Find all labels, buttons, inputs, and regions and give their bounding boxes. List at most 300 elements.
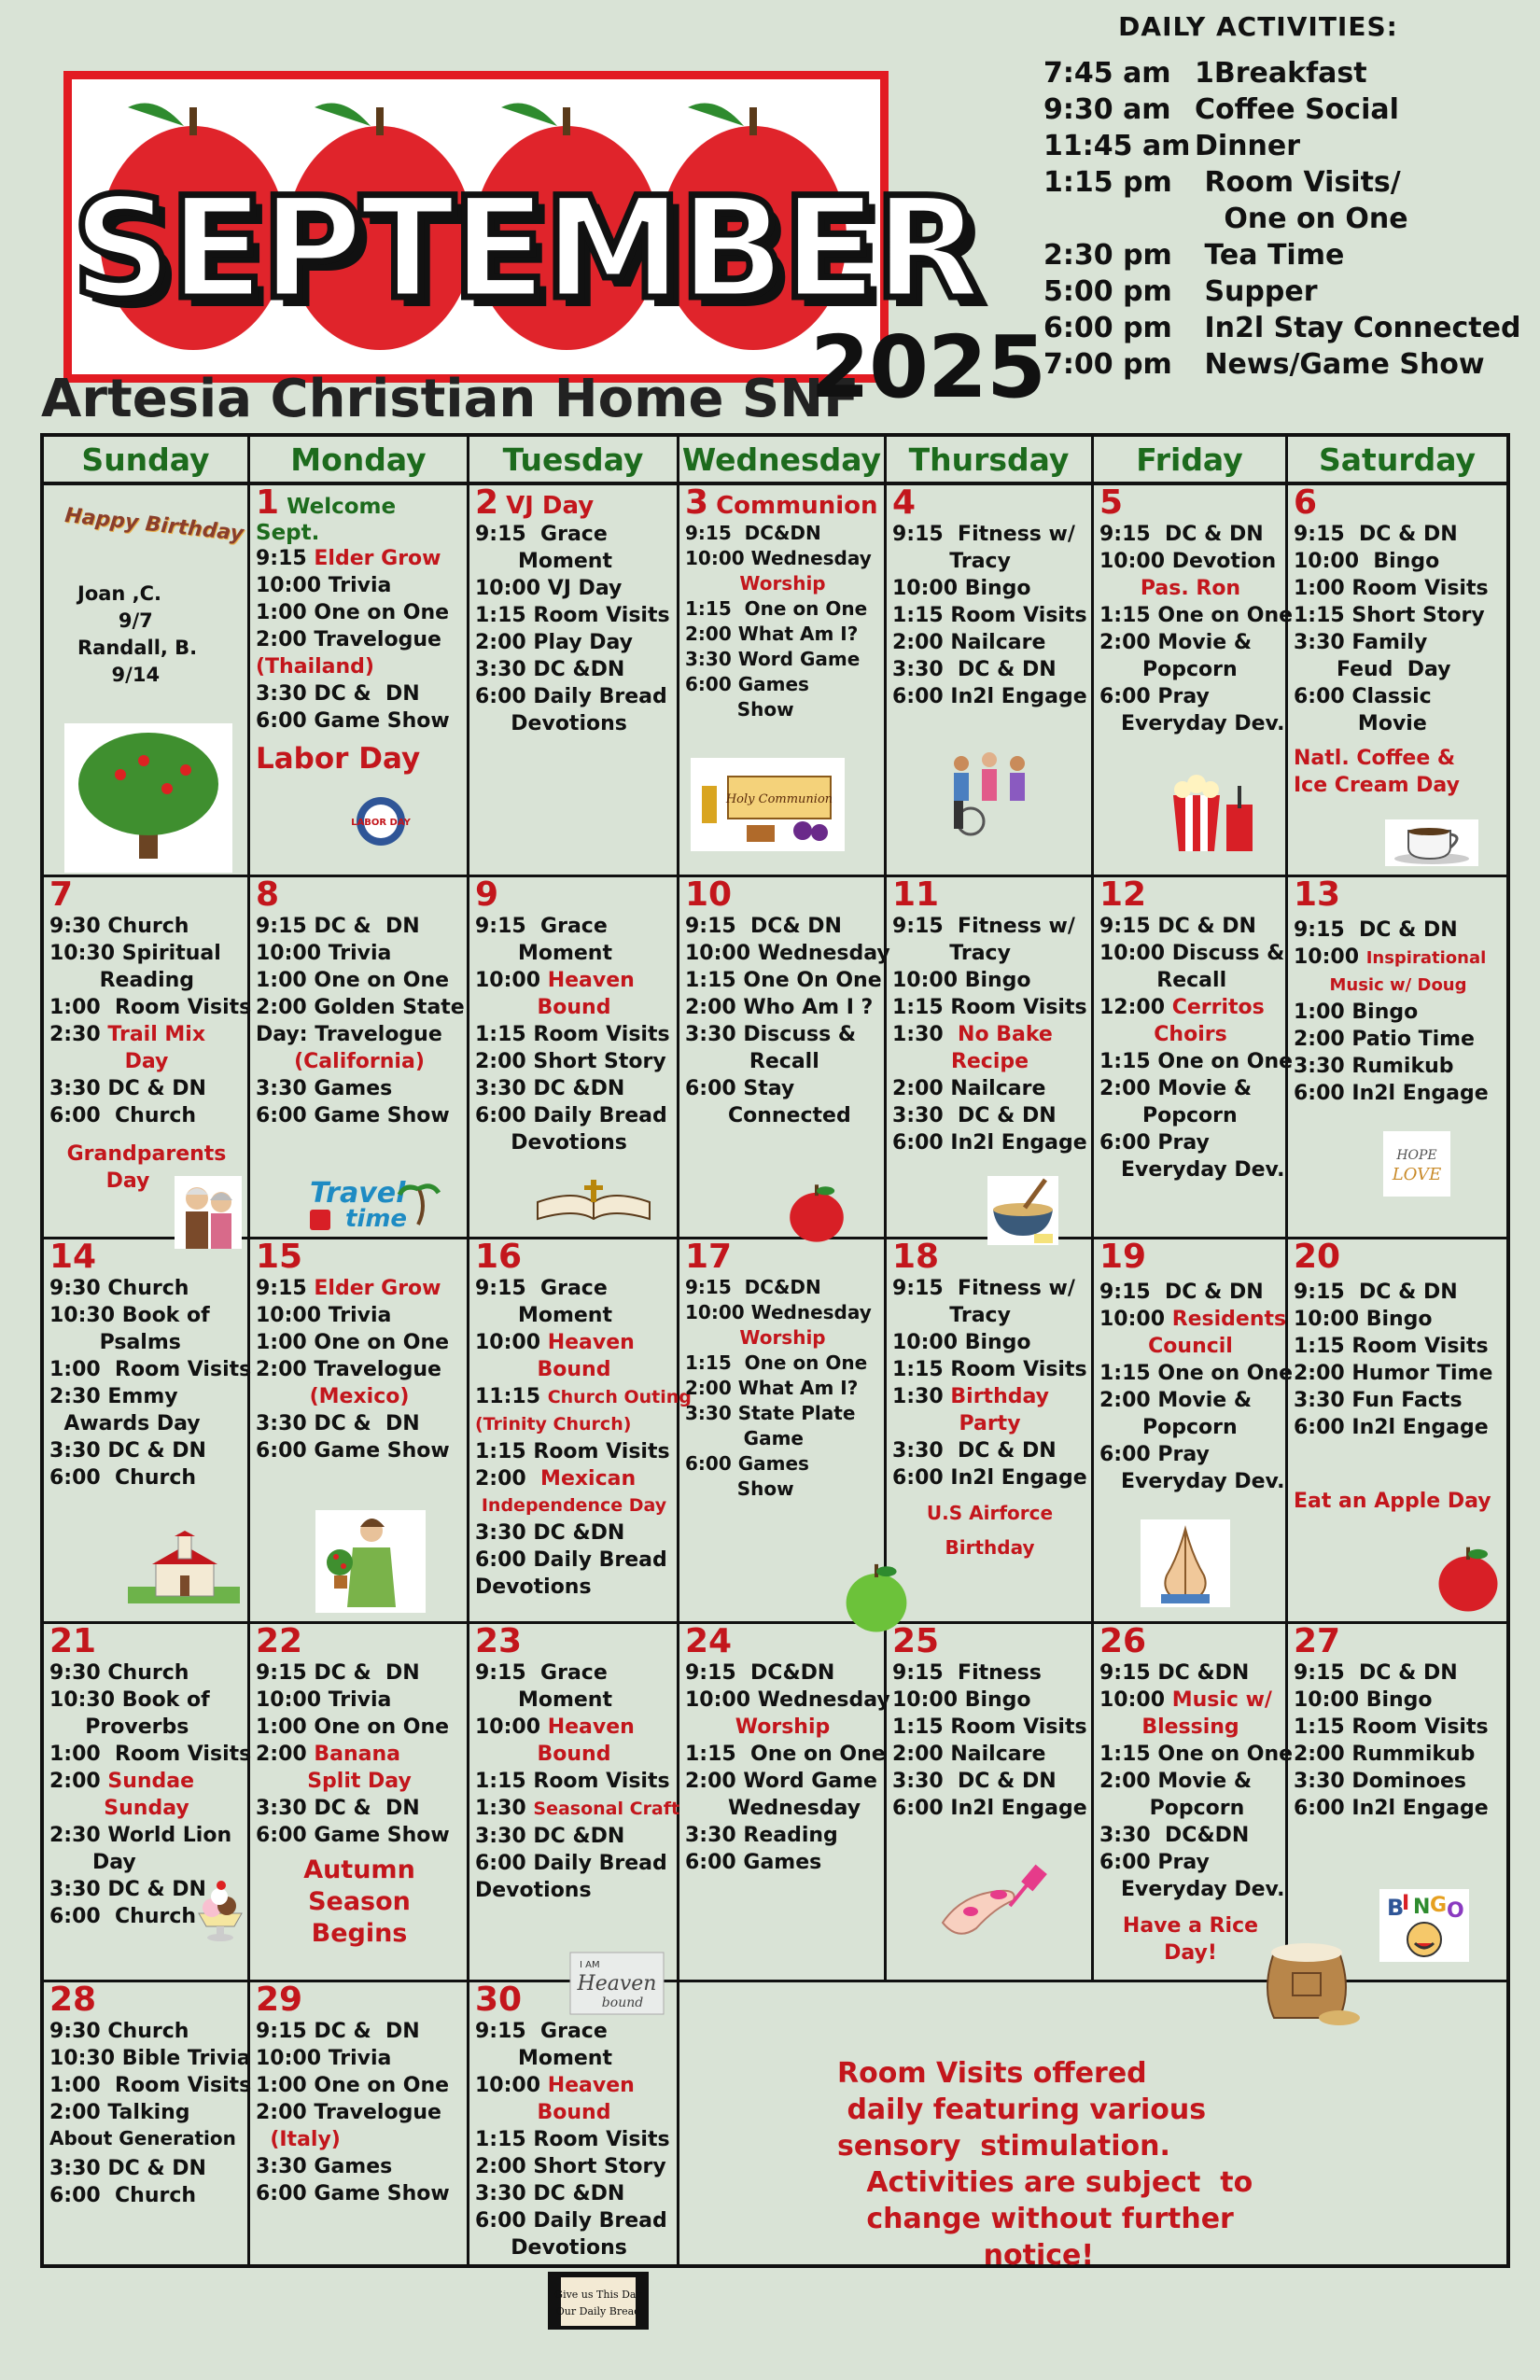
activity-line: 9:15 Fitness w/ xyxy=(892,915,1075,938)
activity-line: 2:00 Travelogue xyxy=(256,2101,441,2124)
september-banner xyxy=(63,71,978,383)
activity-line: 3:30 DC &DN xyxy=(475,1521,625,1545)
activity-line: 6:00 In2l Engage xyxy=(1294,1797,1489,1820)
day-cell-11 xyxy=(887,877,1094,1239)
activity-line: 1:15 Room Visits xyxy=(892,996,1087,1019)
activity-line: 6:00 Daily Bread xyxy=(475,685,667,708)
activity-line: 2:00 Movie & xyxy=(1099,631,1253,654)
activity-line: Moment xyxy=(475,1688,612,1712)
activity-line: 6:00 Church xyxy=(49,1466,197,1490)
day-heading xyxy=(1099,1624,1281,1659)
activity-line: 9:15 Fitness xyxy=(892,1661,1042,1685)
day-heading xyxy=(256,877,463,913)
svg-text:B: B xyxy=(1387,1895,1405,1921)
activity-highlight: Bound xyxy=(537,996,611,1019)
activity-line: 9:15 Fitness w/ xyxy=(892,1277,1075,1300)
day-heading xyxy=(1099,1239,1281,1275)
day-cell-6 xyxy=(1288,485,1506,877)
day-heading xyxy=(475,1624,673,1659)
activity-line: Tracy xyxy=(892,942,1011,965)
activity-highlight: Council xyxy=(1148,1335,1233,1358)
activity-highlight: Recipe xyxy=(950,1050,1029,1073)
footnote-line: daily featuring various xyxy=(837,2093,1207,2126)
activity-line: 6:00 Church xyxy=(49,1104,197,1127)
activity-line: 1:00 Room Visits xyxy=(49,2074,252,2097)
activity-line: 6:00 In2l Engage xyxy=(1294,1416,1489,1439)
activity-line: 2:00 Who Am I ? xyxy=(685,996,874,1019)
activity-highlight: Music w/ Doug xyxy=(1329,975,1467,995)
activity-highlight: Bound xyxy=(537,1358,611,1381)
activity-line: Game xyxy=(685,1427,804,1449)
apple-icon xyxy=(1435,1544,1501,1617)
day-number: 26 xyxy=(1099,1622,1147,1660)
day-number: 30 xyxy=(475,1981,523,2019)
activity-line: 1:00 Room Visits xyxy=(49,1743,252,1766)
activity-line: Everyday Dev. xyxy=(1099,1878,1285,1901)
activity-highlight: Split Day xyxy=(307,1770,412,1793)
day-cell-20 xyxy=(1288,1239,1506,1624)
svg-text:I: I xyxy=(1402,1892,1410,1915)
activity-line: 1:15 Room Visits xyxy=(1294,1335,1489,1358)
activity-line: 10:00 Wednesday xyxy=(685,1688,890,1712)
day-number: 6 xyxy=(1294,483,1318,522)
daily-activity-row xyxy=(1043,346,1529,383)
day-heading xyxy=(49,1982,244,2018)
birthday-heading: Happy Birthday xyxy=(63,504,245,546)
day-number: 17 xyxy=(685,1238,733,1276)
activity-line: 10:00 Wednesday xyxy=(685,1301,872,1323)
activity-line: 1:15 Room Visits xyxy=(475,1023,670,1046)
activity-line xyxy=(475,1383,692,1411)
activity-highlight: (Italy) xyxy=(256,2128,341,2151)
day-number: 8 xyxy=(256,875,280,914)
activity-line: Devotions xyxy=(475,1575,592,1599)
activity-line: 3:30 DC & DN xyxy=(892,1770,1057,1793)
day-heading xyxy=(49,1239,244,1275)
activity-line: 3:30 DC & DN xyxy=(49,2157,206,2180)
activity-highlight: (Trinity Church) xyxy=(475,1414,632,1435)
activity-line: 10:00 Trivia xyxy=(256,942,392,965)
weekday-tuesday: Tuesday xyxy=(469,437,679,485)
day-cell-9 xyxy=(469,877,679,1239)
activity-line: 9:15 DC & DN xyxy=(1099,1281,1264,1304)
activity-line: Day xyxy=(49,1851,136,1874)
day-number: 25 xyxy=(892,1622,940,1660)
day-heading xyxy=(685,485,880,521)
day-cell-1 xyxy=(250,485,469,877)
daily-activities xyxy=(1043,11,1529,383)
activity-line xyxy=(475,1714,673,1741)
activity-line: 9:15 DC & DN xyxy=(1099,915,1256,938)
daily-activity-row xyxy=(1043,55,1529,91)
day-heading xyxy=(256,1982,463,2018)
day-cell-3 xyxy=(679,485,887,877)
day-heading xyxy=(256,1624,463,1659)
activity-line: 1:15 One on One xyxy=(1099,1743,1294,1766)
weekday-monday: Monday xyxy=(250,437,469,485)
activity-highlight: Inspirational xyxy=(1365,948,1487,968)
activity-line: 9:15 DC & DN xyxy=(1099,523,1264,546)
day-cell-22 xyxy=(250,1624,469,1982)
activity-line xyxy=(475,1795,680,1823)
activity-line: 10:00 VJ Day xyxy=(475,577,623,600)
activity-line xyxy=(1294,944,1503,972)
day-cell-29 xyxy=(250,1982,469,2264)
activity-line: 2:00 Travelogue xyxy=(256,1358,441,1381)
day-heading xyxy=(475,877,673,913)
day-heading xyxy=(49,877,244,913)
activity-line: 10:00 Wednesday xyxy=(685,942,890,965)
activity-line: Popcorn xyxy=(1099,658,1238,681)
svg-text:Our Daily Bread: Our Daily Bread xyxy=(555,2305,641,2317)
activity-line: 6:00 Daily Bread xyxy=(475,1852,667,1875)
activity-line: 10:00 Trivia xyxy=(256,2047,392,2070)
day-heading xyxy=(1099,877,1281,913)
activity-line: 3:30 State Plate xyxy=(685,1402,856,1424)
activity-highlight: Residents xyxy=(1171,1308,1287,1331)
activity-highlight: Worship xyxy=(739,1326,826,1349)
day-cell-15 xyxy=(250,1239,469,1624)
activity-line: 9:15 Grace xyxy=(475,1661,608,1685)
activity-line: About Generation xyxy=(49,2127,236,2149)
activity-line: 9:30 Church xyxy=(49,2020,189,2043)
activity-line: 9:15 DC & DN xyxy=(256,2020,420,2043)
labor-day-icon xyxy=(353,791,409,855)
activity-line: 2:00 Patio Time xyxy=(1294,1028,1475,1051)
activity-line: 3:30 Games xyxy=(256,2155,393,2178)
activity-line: 2:00 What Am I? xyxy=(685,623,859,645)
activity-highlight: (California) xyxy=(294,1050,425,1073)
activity-line: 3:30 DC & DN xyxy=(49,1077,206,1100)
activity-time: 10:00 xyxy=(475,2074,548,2097)
activity-highlight: Party xyxy=(959,1412,1021,1435)
activity-line: 1:15 One on One xyxy=(1099,604,1294,627)
day-heading xyxy=(49,1624,244,1659)
coffee-cup-icon xyxy=(1385,819,1478,870)
day-heading xyxy=(892,1624,1087,1659)
activity-line: 6:00 Pray xyxy=(1099,1443,1210,1466)
daily-activity-name: One on One xyxy=(1195,203,1408,235)
activity-line: 3:30 DC &DN xyxy=(475,658,625,681)
activity-line: 1:15 Room Visits xyxy=(892,1715,1087,1739)
svg-text:bound: bound xyxy=(601,1995,644,2010)
activity-line: 9:15 DC & DN xyxy=(256,915,420,938)
day-heading xyxy=(475,485,673,521)
daily-activity-row xyxy=(1043,237,1529,273)
day-number: 18 xyxy=(892,1238,940,1276)
gardener-icon xyxy=(315,1510,426,1617)
day-theme: VJ Day xyxy=(506,492,595,520)
activity-line: 1:00 Room Visits xyxy=(1294,577,1489,600)
activity-highlight: Trail Mix xyxy=(107,1023,206,1046)
activity-line: Devotions xyxy=(475,1131,627,1155)
activity-line: Popcorn xyxy=(1099,1416,1238,1439)
activity-line: 6:00 In2l Engage xyxy=(1294,1082,1489,1105)
activity-line: 6:00 In2l Engage xyxy=(892,1131,1087,1155)
activity-time: 2:00 xyxy=(256,1743,315,1766)
birthday-entry: 9/14 xyxy=(77,664,161,686)
activity-line: Psalms xyxy=(49,1331,181,1354)
activity-line: Feud Day xyxy=(1294,658,1451,681)
activity-line: 1:15 One on One xyxy=(1099,1050,1294,1073)
daily-activity-time: 7:00 pm xyxy=(1043,348,1172,381)
day-cell-24 xyxy=(679,1622,890,1982)
day-cell-10 xyxy=(679,875,890,1239)
activity-line: Popcorn xyxy=(1099,1797,1245,1820)
activity-line: 10:30 Spiritual xyxy=(49,942,221,965)
activity-line: 1:00 Room Visits xyxy=(49,1358,252,1381)
svg-text:G: G xyxy=(1430,1894,1448,1917)
activity-line: 10:30 Book of xyxy=(49,1304,210,1327)
activity-highlight: Music w/ xyxy=(1171,1688,1272,1712)
day-number: 21 xyxy=(49,1622,97,1660)
holiday-label: Eat an Apple Day xyxy=(1294,1490,1491,1513)
day-cell-23 xyxy=(469,1622,680,2010)
activity-highlight: Cerritos xyxy=(1171,996,1265,1019)
daily-activity-time: 6:00 pm xyxy=(1043,312,1172,344)
activity-highlight: Bound xyxy=(537,1743,611,1766)
activity-line xyxy=(892,1383,1087,1410)
activity-line: 3:30 DC &DN xyxy=(475,1825,625,1848)
activity-line: 10:00 Discuss & xyxy=(1099,942,1285,965)
church-icon xyxy=(128,1531,240,1609)
activity-time: 10:00 xyxy=(475,1331,548,1354)
holiday-label: Autumn Season xyxy=(303,1855,415,1916)
activity-line: 9:15 DC &DN xyxy=(1099,1661,1250,1685)
activity-time: 12:00 xyxy=(1099,996,1172,1019)
activity-line: Devotions xyxy=(475,712,627,735)
daily-activity-name: News/Game Show xyxy=(1195,348,1485,381)
activity-line: 1:15 One on One xyxy=(685,1743,886,1766)
daily-bread-sign-icon xyxy=(548,2272,649,2333)
svg-text:LABOR DAY: LABOR DAY xyxy=(351,818,411,828)
popcorn-icon xyxy=(1169,767,1257,860)
activity-time: 10:00 xyxy=(1099,1308,1172,1331)
activity-highlight: Banana xyxy=(314,1743,401,1766)
nail-polish-icon xyxy=(933,1857,1050,1941)
activity-line: 10:00 Bingo xyxy=(1294,1308,1433,1331)
day-cell-19 xyxy=(1094,1238,1294,1624)
activity-highlight: Seasonal Craft xyxy=(533,1799,680,1819)
birthday-entry: Joan ,C. xyxy=(77,582,162,605)
day-number: 7 xyxy=(49,875,74,914)
activity-line: 3:30 Discuss & xyxy=(685,1023,857,1046)
day-heading xyxy=(1294,1624,1503,1659)
weekday-friday: Friday xyxy=(1094,437,1288,485)
day-number: 14 xyxy=(49,1238,97,1276)
activity-line: 1:15 One On One xyxy=(685,969,882,992)
activity-line: Movie xyxy=(1294,712,1427,735)
activity-line: 1:00 One on One xyxy=(256,2074,450,2097)
activity-highlight: Heaven xyxy=(547,1331,635,1354)
bingo-icon xyxy=(1379,1889,1469,1966)
activity-line: 1:15 One on One xyxy=(685,1351,868,1374)
activity-line: 6:00 Classic xyxy=(1294,685,1432,708)
daily-activity-time: 9:30 am xyxy=(1043,93,1171,126)
year-label: 2025 xyxy=(810,317,1046,417)
daily-activity-name: In2l Stay Connected xyxy=(1195,312,1521,344)
activity-line: 2:00 What Am I? xyxy=(685,1377,859,1399)
day-number: 27 xyxy=(1294,1622,1341,1660)
weekday-sunday: Sunday xyxy=(44,437,250,485)
daily-activities-list xyxy=(1043,55,1529,383)
svg-text:I AM: I AM xyxy=(580,1960,600,1970)
day-cell-5 xyxy=(1094,483,1294,877)
day-number: 24 xyxy=(685,1622,733,1660)
activity-line: 6:00 In2l Engage xyxy=(892,1466,1087,1490)
activity-line: Show xyxy=(685,1477,794,1500)
day-number: 23 xyxy=(475,1622,523,1660)
activity-line: 3:30 Reading xyxy=(685,1824,838,1847)
activity-line: 6:00 Game Show xyxy=(256,2182,450,2205)
daily-activity-time xyxy=(1043,201,1195,237)
activity-line: 1:15 Room Visits xyxy=(475,2128,670,2151)
mixing-bowl-icon xyxy=(987,1176,1058,1249)
activity-line: 10:00 Trivia xyxy=(256,1304,392,1327)
activity-highlight: Birthday xyxy=(950,1385,1049,1408)
day-heading xyxy=(475,1982,673,2018)
day-cell-4 xyxy=(887,485,1094,877)
activity-line: 3:30 Family xyxy=(1294,631,1428,654)
weekday-saturday: Saturday xyxy=(1288,437,1506,485)
day-theme: Welcome Sept. xyxy=(256,495,397,545)
activity-line: Everyday Dev. xyxy=(1099,712,1285,735)
activity-line: 10:00 Wednesday xyxy=(685,547,872,569)
activity-line: 9:15 DC & DN xyxy=(1294,1281,1458,1304)
activity-line: 2:00 Movie & xyxy=(1099,1770,1253,1793)
activity-line: 9:15 DC&DN xyxy=(685,522,821,544)
activity-line: 2:00 Nailcare xyxy=(892,1077,1046,1100)
activity-line: 6:00 Church xyxy=(49,1905,197,1928)
svg-text:Heaven: Heaven xyxy=(577,1972,657,1995)
day-cell-14 xyxy=(44,1239,250,1624)
day-cell-7 xyxy=(44,877,250,1239)
activity-line: 6:00 Daily Bread xyxy=(475,2209,667,2233)
activity-line: Reading xyxy=(49,969,195,992)
activity-highlight: (Mexico) xyxy=(309,1385,410,1408)
activity-line xyxy=(49,1021,244,1048)
svg-text:O: O xyxy=(1447,1899,1464,1923)
daily-activity-name: 1Breakfast xyxy=(1195,57,1367,90)
day-cell-30 xyxy=(469,1981,679,2317)
activity-highlight: Elder Grow xyxy=(314,1277,441,1300)
day-heading xyxy=(256,485,463,545)
activity-line: Recall xyxy=(1099,969,1227,992)
activity-line: 2:00 Humor Time xyxy=(1294,1362,1493,1385)
activity-line: 9:30 Church xyxy=(49,915,189,938)
daily-activity-time: 1:15 pm xyxy=(1043,166,1172,199)
day-cell-13 xyxy=(1288,877,1506,1239)
activity-line: 10:00 Bingo xyxy=(1294,550,1440,573)
activity-line: Wednesday xyxy=(685,1797,861,1820)
activity-highlight: Heaven xyxy=(547,969,635,992)
activity-line: 1:15 Room Visits xyxy=(892,1358,1087,1381)
day-number: 3 xyxy=(685,483,709,522)
footnote-line: sensory stimulation. xyxy=(837,2130,1170,2163)
activity-time: 2:00 xyxy=(475,1467,541,1491)
activity-line: Everyday Dev. xyxy=(1099,1158,1285,1182)
activity-line: 2:00 Movie & xyxy=(1099,1077,1253,1100)
day-number: 11 xyxy=(892,875,940,914)
day-number: 19 xyxy=(1099,1238,1147,1276)
day-heading xyxy=(1294,1239,1503,1275)
activity-line: 3:30 DC & DN xyxy=(256,1412,420,1435)
fitness-seniors-icon xyxy=(943,747,1036,844)
activity-line: 3:30 DC & DN xyxy=(49,1878,206,1901)
activity-line: 9:15 DC& DN xyxy=(685,915,842,938)
activity-line: 6:00 In2l Engage xyxy=(892,1797,1087,1820)
activity-line: Moment xyxy=(475,2047,612,2070)
bible-icon xyxy=(533,1174,654,1230)
day-cell-28 xyxy=(44,1982,250,2264)
holiday-label: Natl. Coffee & Ice Cream Day xyxy=(1294,747,1460,797)
activity-line: 9:15 DC&DN xyxy=(685,1661,835,1685)
rice-sack-icon xyxy=(1255,1925,1363,2036)
activity-line: Popcorn xyxy=(1099,1104,1238,1127)
day-number: 22 xyxy=(256,1622,303,1660)
activity-line: 1:15 One on One xyxy=(685,597,868,620)
birthday-cell xyxy=(44,485,250,877)
day-number: 2 xyxy=(475,483,499,522)
activity-line xyxy=(256,1741,463,1768)
activity-line: 1:15 Room Visits xyxy=(475,1440,670,1463)
activity-line: 10:00 Bingo xyxy=(892,1688,1031,1712)
activity-time: 10:00 xyxy=(1099,1688,1172,1712)
day-cell-8 xyxy=(250,877,469,1239)
day-theme: Communion xyxy=(716,492,878,520)
activity-line xyxy=(1099,1687,1281,1714)
activity-line: Awards Day xyxy=(49,1412,201,1435)
day-heading xyxy=(892,485,1087,521)
daily-activity-row xyxy=(1043,91,1529,128)
activity-line: 9:15 Grace xyxy=(475,2020,608,2043)
daily-activity-time: 5:00 pm xyxy=(1043,275,1172,308)
activity-line xyxy=(256,545,463,572)
daily-activity-row xyxy=(1043,201,1529,237)
activity-highlight: Sundae xyxy=(107,1770,195,1793)
facility-name: Artesia Christian Home SNF xyxy=(41,369,860,429)
birthday-entry: Randall, B. xyxy=(77,637,198,659)
daily-activity-name: Coffee Social xyxy=(1195,93,1399,126)
ice-cream-sundae-icon xyxy=(193,1876,247,1945)
svg-text:time: time xyxy=(345,1205,408,1233)
holiday-label: Have a Rice xyxy=(1122,1914,1259,1938)
day-cell-2 xyxy=(469,485,679,877)
activity-line: 3:30 Fun Facts xyxy=(1294,1389,1463,1412)
activity-time: 1:30 xyxy=(475,1797,534,1820)
activity-line xyxy=(475,2072,673,2099)
activity-highlight: Choirs xyxy=(1154,1023,1227,1046)
activity-line: 3:30 Dominoes xyxy=(1294,1770,1467,1793)
activity-line: 3:30 Games xyxy=(256,1077,393,1100)
apple-icon xyxy=(787,1182,847,1247)
activity-line xyxy=(475,1465,673,1492)
tree-icon xyxy=(64,723,232,876)
activity-line: 10:00 Trivia xyxy=(256,1688,392,1712)
activity-line xyxy=(49,1768,244,1795)
activity-line: 1:00 Bingo xyxy=(1294,1001,1419,1024)
activity-line: 10:00 Trivia xyxy=(256,574,392,597)
day-heading xyxy=(685,1239,880,1275)
day-number: 16 xyxy=(475,1238,523,1276)
activity-line: 3:30 DC & DN xyxy=(892,1104,1057,1127)
activity-line: Connected xyxy=(685,1104,851,1127)
activity-line: 6:00 Game Show xyxy=(256,1439,450,1463)
footnote-line: Activities are subject to xyxy=(837,2166,1253,2199)
activity-line: Moment xyxy=(475,942,612,965)
holiday-label: Grandparents xyxy=(66,1142,227,1166)
day-heading xyxy=(475,1239,673,1275)
